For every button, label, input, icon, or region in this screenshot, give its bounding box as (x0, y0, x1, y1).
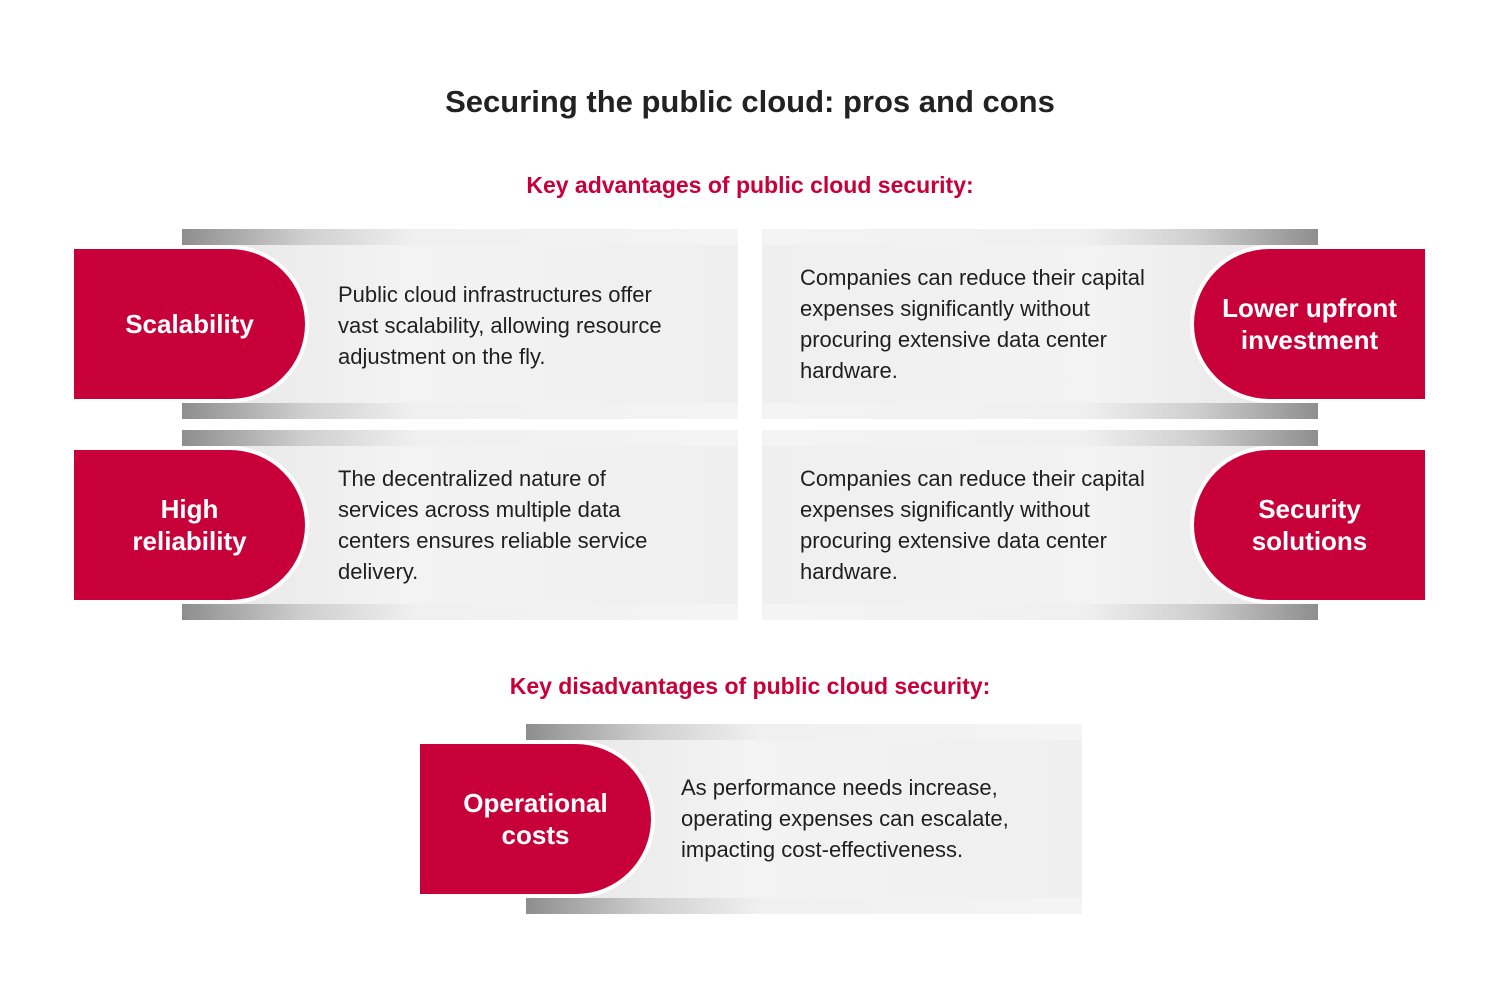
card-label: High reliability (132, 494, 247, 556)
card-description: Companies can reduce their capital expenses significantly without procuring extensive data center hardware. (800, 466, 1145, 584)
card-description: The decentralized nature of services across multiple data centers ensures reliable service delivery. (338, 466, 648, 584)
card-label: Security solutions (1251, 494, 1368, 556)
card-pill (1190, 245, 1425, 403)
diagram-title: Securing the public cloud: pros and cons (445, 84, 1055, 119)
disadvantages-heading: Key disadvantages of public cloud security: (509, 673, 991, 699)
advantage-card-high-reliability (74, 430, 648, 584)
card-description: As performance needs increase, operating expenses can escalate, impacting cost-effectiveness. (681, 775, 1009, 862)
card-label: Lower upfront investment (1222, 293, 1397, 355)
disadvantage-card-operational-costs (420, 724, 1009, 862)
card-pill (420, 740, 655, 898)
advantage-card-lower-upfront-investment (762, 229, 1397, 383)
card-description: Companies can reduce their capital expenses significantly without procuring extensive data center hardware. (800, 265, 1145, 383)
card-pill (1190, 446, 1425, 604)
advantage-card-security-solutions (762, 430, 1368, 584)
card-pill (74, 446, 309, 604)
advantages-heading: Key advantages of public cloud security: (526, 172, 974, 198)
card-description: Public cloud infrastructures offer vast scalability, allowing resource adjustment on the fly. (338, 282, 662, 369)
card-label: Scalability (125, 309, 254, 339)
card-pill (74, 245, 309, 403)
advantage-card-scalability (74, 229, 662, 369)
card-label: Operational costs (463, 788, 608, 850)
